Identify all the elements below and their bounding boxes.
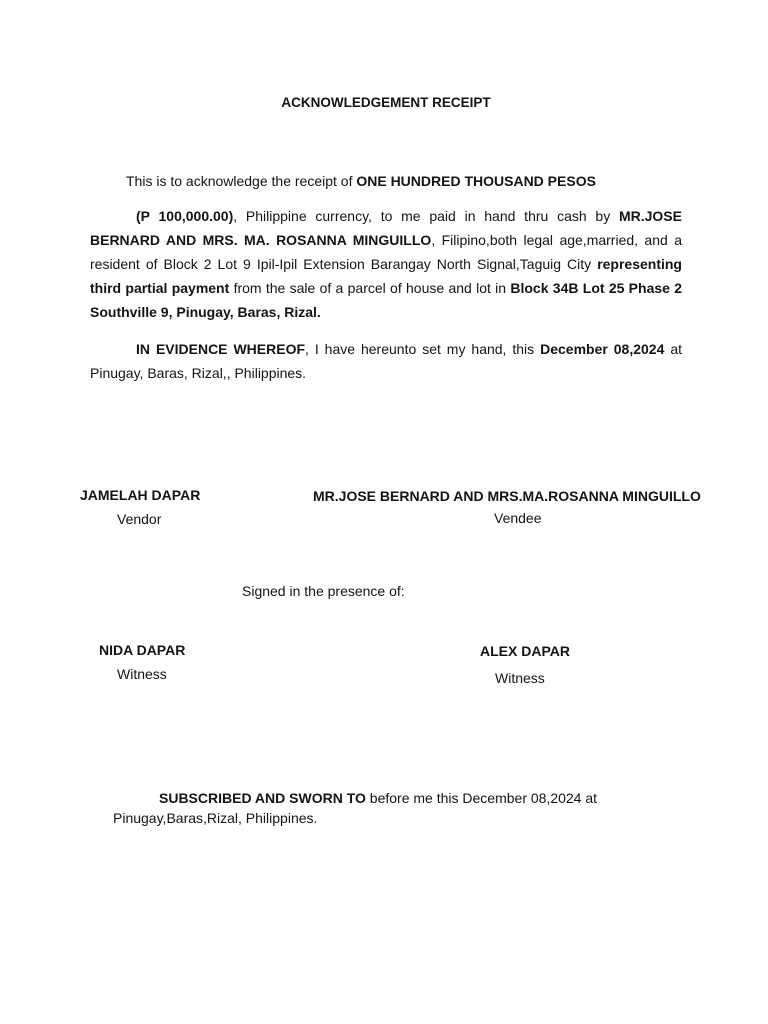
payer-names: MR.JOSE BERNARD AND MRS. MA. ROSANNA MINGUILLO	[90, 208, 682, 248]
vendee-role: Vendee	[494, 510, 542, 526]
evidence-place: at Pinugay, Baras, Rizal,, Philippines.	[90, 341, 683, 381]
sworn-heading: SUBSCRIBED AND SWORN TO	[159, 790, 366, 806]
witness2-name: ALEX DAPAR	[480, 643, 570, 659]
witness2-role: Witness	[495, 670, 545, 686]
amount-in-words: ONE HUNDRED THOUSAND PESOS	[356, 173, 596, 189]
payer-details: , Filipino,both legal age,married, and a resident of Block 2 Lot 9 Ipil-Ipil Extension Barangay North Signal,Taguig City	[90, 232, 682, 272]
payment-details-paragraph	[90, 204, 682, 324]
sworn-text: before me this December 08,2024 at	[365, 790, 598, 806]
amount-in-figures: (P 100,000.00)	[136, 208, 234, 224]
presence-text: Signed in the presence of:	[242, 583, 405, 599]
sworn-line	[159, 789, 597, 807]
document-title: ACKNOWLEDGEMENT RECEIPT	[281, 95, 491, 110]
witness1-name: NIDA DAPAR	[99, 642, 186, 658]
property-address: Block 34B Lot 25 Phase 2 Southville 9, Pinugay, Baras, Rizal.	[90, 280, 683, 320]
vendor-name: JAMELAH DAPAR	[80, 487, 201, 503]
evidence-text: , I have hereunto set my hand, this	[305, 341, 541, 357]
receipt-paragraph	[90, 169, 682, 193]
receipt-text: This is to acknowledge the receipt of	[126, 173, 357, 189]
evidence-paragraph	[90, 337, 682, 385]
evidence-heading: IN EVIDENCE WHEREOF	[136, 341, 306, 357]
vendor-role: Vendor	[117, 511, 162, 527]
currency-text: , Philippine currency, to me paid in hand thru cash by	[233, 208, 619, 224]
sworn-place: Pinugay,Baras,Rizal, Philippines.	[113, 810, 318, 826]
sale-text: from the sale of a parcel of house and lot in	[229, 280, 511, 296]
vendee-name: MR.JOSE BERNARD AND MRS.MA.ROSANNA MINGUILLO	[313, 488, 701, 504]
evidence-date: December 08,2024	[540, 341, 665, 357]
payment-purpose: representing third partial payment	[90, 256, 682, 296]
witness1-role: Witness	[117, 666, 167, 682]
